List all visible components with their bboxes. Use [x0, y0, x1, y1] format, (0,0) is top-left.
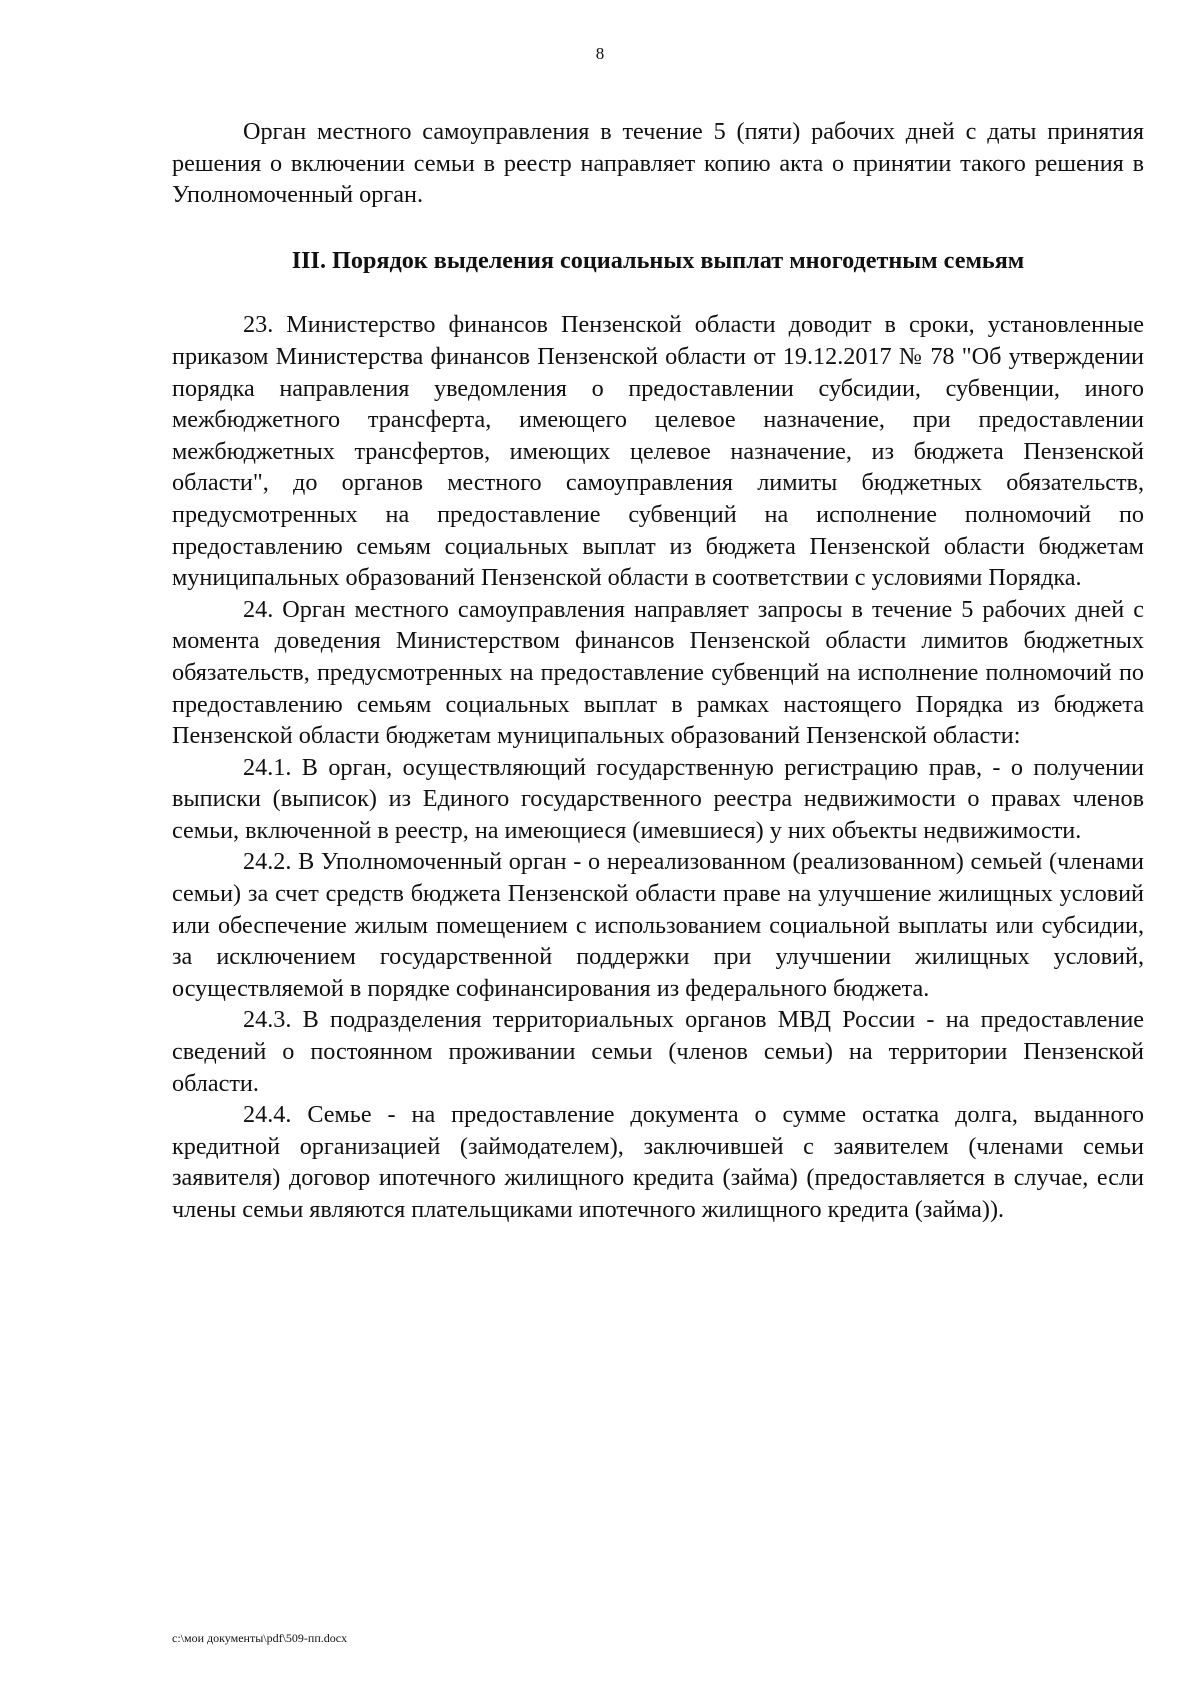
paragraph-24-1: 24.1. В орган, осуществляющий государственную регистрацию прав, - о получении выписки (выписок) из Единого государственного реестра недвижимости о правах членов семьи, включенной в реестр, на имеющиеся (имевшиеся) у них объекты недвижимости. [172, 753, 1144, 844]
section-heading: III. Порядок выделения социальных выплат многодетным семьям [291, 246, 1025, 274]
document-body [172, 116, 1144, 1226]
paragraph-24: 24. Орган местного самоуправления направляет запросы в течение 5 рабочих дней с момента доведения Министерством финансов Пензенской области лимитов бюджетных обязательств, предусмотренных на предоставление субвенций на исполнение полномочий по предоставлению семьям социальных выплат в рамках настоящего Порядка из бюджета Пензенской области бюджетам муниципальных образований Пензенской области: [172, 595, 1144, 750]
page-number: 8 [595, 44, 605, 63]
paragraph-24-3: 24.3. В подразделения территориальных органов МВД России - на предоставление сведений о постоянном проживании семьи (членов семьи) на территории Пензенской области. [172, 1006, 1144, 1097]
footer-file-path: c:\мои документы\pdf\509-пп.docx [172, 1631, 348, 1645]
paragraph-23: 23. Министерство финансов Пензенской области доводит в сроки, установленные приказом Министерства финансов Пензенской области от 19.12.2017 № 78 "Об утверждении порядка направления уведомления о предоставлении субсидии, субвенции, иного межбюджетного трансферта, имеющего целевое назначение, при предоставлении межбюджетных трансфертов, имеющих целевое назначение, из бюджета Пензенской области", до органов местного самоуправления лимиты бюджетных обязательств, предусмотренных на предоставление субвенций на исполнение полномочий по предоставлению семьям социальных выплат из бюджета Пензенской области бюджетам муниципальных образований Пензенской области в соответствии с условиями Порядка. [172, 311, 1144, 592]
paragraph-24-4: 24.4. Семье - на предоставление документа о сумме остатка долга, выданного кредитной организацией (займодателем), заключившей с заявителем (членами семьи заявителя) договор ипотечного жилищного кредита (займа) (предоставляется в случае, если члены семьи являются плательщиками ипотечного жилищного кредита (займа)). [172, 1101, 1144, 1223]
paragraph-24-2: 24.2. В Уполномоченный орган - о нереализованном (реализованном) семьей (членами семьи) за счет средств бюджета Пензенской области праве на улучшение жилищных условий или обеспечение жилым помещением с использованием социальной выплаты или субсидии, за исключением государственной поддержки при улучшении жилищных условий, осуществляемой в порядке софинансирования из федерального бюджета. [172, 848, 1144, 1002]
intro-paragraph: Орган местного самоуправления в течение 5 (пяти) рабочих дней с даты принятия решения о включении семьи в реестр направляет копию акта о принятии такого решения в Уполномоченный орган. [172, 118, 1144, 209]
